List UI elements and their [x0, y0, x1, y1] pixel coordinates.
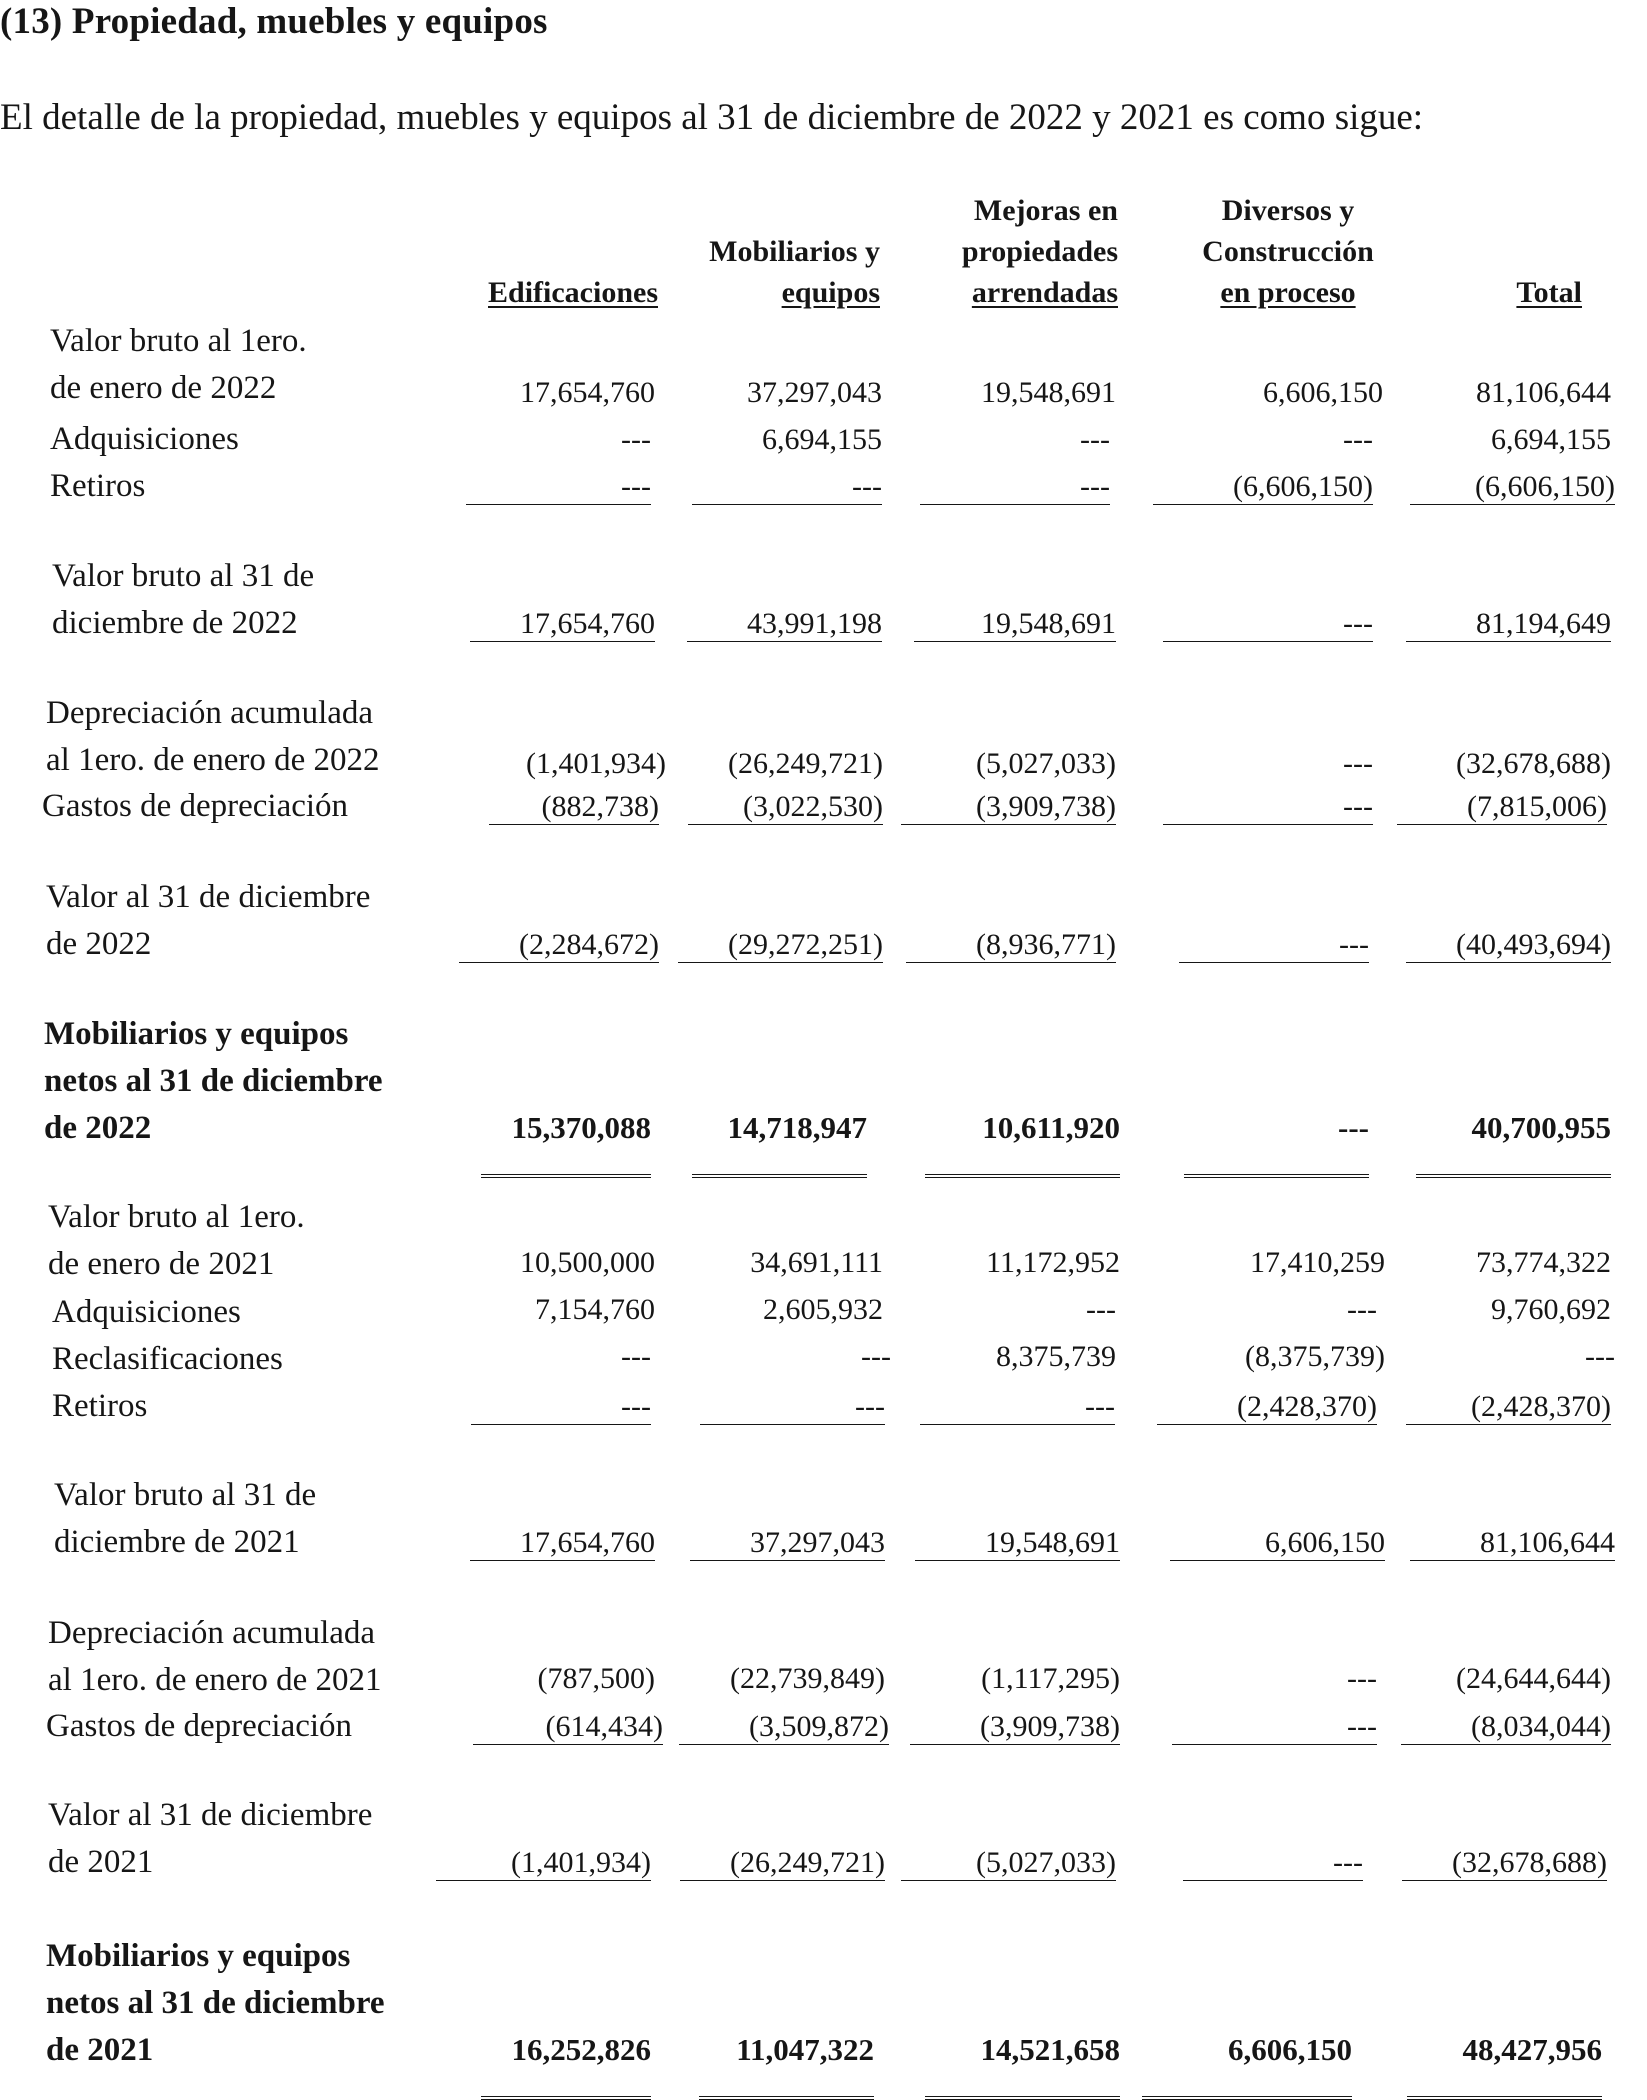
row-label-adquisiciones-2021: Adquisiciones: [52, 1294, 241, 1330]
cell-valor-fin-2022-mej: (8,936,771): [906, 928, 1116, 963]
cell-bruto-ini-2021-mob: 34,691,111: [750, 1246, 883, 1279]
cell-dep-ini-2022-mob: (26,249,721): [728, 747, 883, 780]
cell-bruto-fin-2022-div: ---: [1163, 607, 1373, 642]
cell-adq-2021-mej: ---: [1086, 1293, 1116, 1326]
cell-bruto-fin-2021-mej: 19,548,691: [915, 1526, 1120, 1561]
cell-gastos-2022-edif: (882,738): [489, 790, 659, 825]
cell-adq-2022-tot: 6,694,155: [1491, 423, 1611, 456]
row-label-adquisiciones-2022: Adquisiciones: [50, 421, 239, 457]
cell-adq-2021-edif: 7,154,760: [535, 1293, 655, 1326]
cell-bruto-ini-2021-div: 17,410,259: [1250, 1246, 1385, 1279]
cell-gastos-2021-mob: (3,509,872): [679, 1710, 889, 1745]
cell-gastos-2021-mej: (3,909,738): [910, 1710, 1120, 1745]
row-label-neto-2021: Mobiliarios y equipos netos al 31 de diciembre de 2021: [46, 1938, 385, 2068]
cell-bruto-fin-2021-tot: 81,106,644: [1410, 1526, 1615, 1561]
cell-ret-2021-tot: (2,428,370): [1406, 1390, 1611, 1425]
cell-valor-fin-2021-edif: (1,401,934): [436, 1846, 651, 1881]
row-label-gastos-2021: Gastos de depreciación: [46, 1708, 353, 1744]
cell-valor-fin-2021-mej: (5,027,033): [901, 1846, 1116, 1881]
col-header-edificaciones: Edificaciones: [488, 276, 658, 309]
cell-gastos-2021-tot: (8,034,044): [1401, 1710, 1611, 1745]
cell-gastos-2021-div: ---: [1172, 1710, 1377, 1745]
cell-neto-2022-edif: 15,370,088: [481, 1108, 651, 1178]
cell-bruto-fin-2022-mob: 43,991,198: [687, 607, 882, 642]
cell-gastos-2022-mej: (3,909,738): [901, 790, 1116, 825]
cell-dep-ini-2022-mej: (5,027,033): [976, 747, 1116, 780]
cell-bruto-fin-2021-mob: 37,297,043: [690, 1526, 885, 1561]
cell-adq-2021-mob: 2,605,932: [763, 1293, 883, 1326]
row-label-dep-ini-2022: Depreciación acumulada al 1ero. de enero de 2022: [46, 695, 380, 778]
cell-ret-2022-edif: ---: [466, 470, 651, 505]
cell-ret-2022-mob: ---: [692, 470, 882, 505]
col-header-total: Total: [1516, 276, 1582, 309]
row-label-valor-fin-2021: Valor al 31 de diciembre de 2021: [48, 1797, 373, 1880]
cell-ret-2022-div: (6,606,150): [1153, 470, 1373, 505]
cell-neto-2021-edif: 16,252,826: [481, 2030, 651, 2100]
cell-gastos-2022-mob: (3,022,530): [688, 790, 883, 825]
col-header-mejoras: Mejoras en propiedades arrendadas: [961, 194, 1118, 309]
cell-valor-fin-2021-tot: (32,678,688): [1402, 1846, 1607, 1881]
cell-bruto-ini-2022-tot: 81,106,644: [1476, 376, 1611, 409]
cell-neto-2021-mob: 11,047,322: [699, 2030, 874, 2100]
cell-gastos-2022-div: ---: [1163, 790, 1373, 825]
cell-valor-fin-2022-tot: (40,493,694): [1406, 928, 1611, 963]
row-label-bruto-fin-2021: Valor bruto al 31 de diciembre de 2021: [54, 1477, 317, 1560]
note-title: (13) Propiedad, muebles y equipos: [0, 1, 548, 42]
row-label-valor-fin-2022: Valor al 31 de diciembre de 2022: [46, 879, 371, 962]
cell-bruto-ini-2022-mej: 19,548,691: [981, 376, 1116, 409]
cell-neto-2022-tot: 40,700,955: [1416, 1108, 1611, 1178]
cell-recl-2021-tot: ---: [1585, 1340, 1615, 1373]
cell-neto-2021-div: 6,606,150: [1142, 2030, 1352, 2100]
cell-recl-2021-mej: 8,375,739: [996, 1340, 1116, 1373]
cell-bruto-fin-2021-edif: 17,654,760: [470, 1526, 655, 1561]
cell-bruto-ini-2022-edif: 17,654,760: [520, 376, 655, 409]
row-label-bruto-ini-2021: Valor bruto al 1ero. de enero de 2021: [48, 1199, 305, 1282]
cell-ret-2021-mej: ---: [920, 1390, 1115, 1425]
col-header-mobiliarios: Mobiliarios y equipos: [709, 235, 880, 309]
cell-bruto-fin-2021-div: 6,606,150: [1170, 1526, 1385, 1561]
cell-bruto-ini-2021-edif: 10,500,000: [520, 1246, 655, 1279]
cell-adq-2022-mej: ---: [1080, 423, 1110, 456]
cell-valor-fin-2021-div: ---: [1183, 1846, 1363, 1881]
row-label-bruto-fin-2022: Valor bruto al 31 de diciembre de 2022: [52, 558, 315, 641]
row-label-reclasificaciones-2021: Reclasificaciones: [52, 1341, 283, 1377]
row-label-gastos-2022: Gastos de depreciación: [42, 788, 349, 824]
cell-adq-2021-div: ---: [1347, 1293, 1377, 1326]
cell-neto-2022-div: ---: [1184, 1108, 1369, 1178]
cell-ret-2022-tot: (6,606,150): [1410, 470, 1615, 505]
cell-dep-ini-2021-tot: (24,644,644): [1456, 1662, 1611, 1695]
cell-dep-ini-2021-mob: (22,739,849): [730, 1662, 885, 1695]
cell-bruto-ini-2022-div: 6,606,150: [1263, 376, 1383, 409]
cell-dep-ini-2021-edif: (787,500): [537, 1662, 655, 1695]
cell-recl-2021-mob: ---: [861, 1340, 891, 1373]
cell-bruto-fin-2022-edif: 17,654,760: [470, 607, 655, 642]
cell-valor-fin-2022-mob: (29,272,251): [678, 928, 883, 963]
cell-ret-2021-edif: ---: [471, 1390, 651, 1425]
cell-valor-fin-2022-edif: (2,284,672): [459, 928, 659, 963]
cell-neto-2021-tot: 48,427,956: [1407, 2030, 1602, 2100]
cell-neto-2022-mej: 10,611,920: [925, 1108, 1120, 1178]
cell-dep-ini-2021-div: ---: [1347, 1662, 1377, 1695]
cell-dep-ini-2022-tot: (32,678,688): [1456, 747, 1611, 780]
row-label-dep-ini-2021: Depreciación acumulada al 1ero. de enero de 2021: [48, 1615, 382, 1698]
cell-bruto-fin-2022-tot: 81,194,649: [1406, 607, 1611, 642]
cell-neto-2022-mob: 14,718,947: [692, 1108, 867, 1178]
cell-recl-2021-div: (8,375,739): [1245, 1340, 1385, 1373]
row-label-bruto-ini-2022: Valor bruto al 1ero. de enero de 2022: [50, 323, 307, 406]
row-label-retiros-2021: Retiros: [52, 1388, 148, 1424]
cell-neto-2021-mej: 14,521,658: [925, 2030, 1120, 2100]
cell-gastos-2021-edif: (614,434): [473, 1710, 663, 1745]
col-header-diversos: Diversos y Construcción en proceso: [1202, 194, 1374, 309]
cell-recl-2021-edif: ---: [621, 1340, 651, 1373]
row-label-neto-2022: Mobiliarios y equipos netos al 31 de diciembre de 2022: [44, 1016, 383, 1146]
cell-valor-fin-2022-div: ---: [1179, 928, 1369, 963]
cell-dep-ini-2022-edif: (1,401,934): [526, 747, 666, 780]
cell-dep-ini-2022-div: ---: [1343, 747, 1373, 780]
cell-valor-fin-2021-mob: (26,249,721): [680, 1846, 885, 1881]
cell-ret-2021-div: (2,428,370): [1157, 1390, 1377, 1425]
cell-bruto-ini-2022-mob: 37,297,043: [747, 376, 882, 409]
cell-adq-2022-mob: 6,694,155: [762, 423, 882, 456]
cell-ret-2021-mob: ---: [700, 1390, 885, 1425]
cell-bruto-ini-2021-mej: 11,172,952: [986, 1246, 1120, 1279]
cell-adq-2022-edif: ---: [621, 423, 651, 456]
cell-gastos-2022-tot: (7,815,006): [1397, 790, 1607, 825]
row-label-retiros-2022: Retiros: [50, 468, 146, 504]
intro-paragraph: El detalle de la propiedad, muebles y equipos al 31 de diciembre de 2022 y 2021 es como sigue:: [0, 97, 1424, 138]
cell-adq-2021-tot: 9,760,692: [1491, 1293, 1611, 1326]
cell-ret-2022-mej: ---: [920, 470, 1110, 505]
cell-dep-ini-2021-mej: (1,117,295): [981, 1662, 1120, 1695]
cell-bruto-fin-2022-mej: 19,548,691: [914, 607, 1116, 642]
cell-bruto-ini-2021-tot: 73,774,322: [1476, 1246, 1611, 1279]
cell-adq-2022-div: ---: [1343, 423, 1373, 456]
